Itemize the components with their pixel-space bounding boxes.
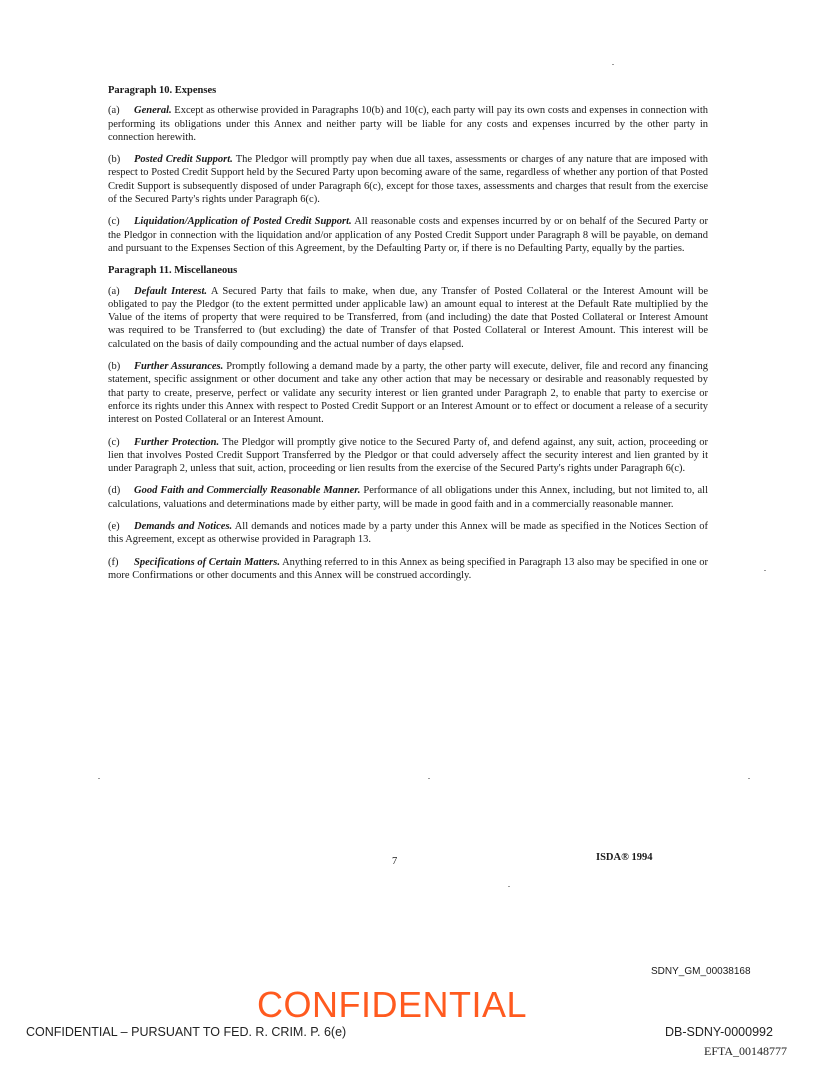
paragraph-11c	[108, 436, 708, 476]
paragraph-text: The Pledgor will promptly give notice to the Secured Party of, and defend against, any suit, action, proceeding or lien that involves Posted Credit Support Transferred by the Pledgor or that could adversely affect the security interest and lien granted by it under Paragraph 2, unless that suit, action, proceeding or lien results from the exercise of the Secured Party's rights under Paragraph 6(c).	[108, 436, 709, 475]
paragraph-letter: (a)	[108, 105, 120, 117]
paragraph-text: All demands and notices made by a party under this Annex will be made as specified in the Notices Section of this Agreement, except as otherwise provided in Paragraph 13.	[108, 521, 709, 546]
paragraph-title: Good Faith and Commercially Reasonable Manner.	[134, 485, 361, 497]
paragraph-text: Performance of all obligations under this Annex, including, but not limited to, all calculations, valuations and determinations made by either party, will be made in good faith and in a commercially reasonable manner.	[108, 485, 708, 510]
paragraph-text: A Secured Party that fails to make, when due, any Transfer of Posted Collateral or the Interest Amount will be obligated to pay the Pledgor (to the extent permitted under applicable law) an amount equal to interest at the Default Rate multiplied by the Value of the items of property that were required to be Transferred, from (and including) the date that Posted Collateral or Interest Amount was required to be Transferred to (but excluding) the date of Transfer of that Posted Collateral or Interest Amount. This interest will be calculated on the basis of daily compounding and the actual number of days elapsed.	[108, 285, 709, 350]
paragraph-11d	[108, 484, 708, 511]
scan-speck	[98, 778, 100, 779]
document-body	[108, 84, 708, 591]
scan-speck	[748, 778, 750, 779]
paragraph-11b	[108, 360, 708, 426]
paragraph-11e	[108, 520, 708, 547]
paragraph-10b	[108, 153, 708, 206]
scan-speck	[508, 886, 510, 887]
scan-speck	[428, 778, 430, 779]
efta-number: EFTA_00148777	[704, 1044, 788, 1058]
confidential-stamp: CONFIDENTIAL	[257, 984, 528, 1025]
section-heading-expenses: Paragraph 10. Expenses	[108, 85, 217, 96]
scan-speck	[612, 64, 614, 65]
scan-speck	[764, 570, 766, 571]
paragraph-title: Specifications of Certain Matters.	[134, 556, 280, 568]
isda-mark: ISDA® 1994	[596, 852, 653, 863]
confidential-notice: CONFIDENTIAL – PURSUANT TO FED. R. CRIM. P. 6(e)	[26, 1025, 347, 1039]
paragraph-letter: (e)	[108, 521, 120, 533]
paragraph-title: Further Assurances.	[134, 361, 224, 373]
paragraph-letter: (b)	[108, 154, 121, 166]
paragraph-11a	[108, 285, 708, 351]
paragraph-text: Except as otherwise provided in Paragraphs 10(b) and 10(c), each party will pay its own costs and expenses in connection with performing its obligations under this Annex and neither party will be liable for any costs and expenses incurred by the other party in connection herewith.	[108, 105, 709, 143]
paragraph-letter: (f)	[108, 556, 119, 568]
paragraph-letter: (c)	[108, 436, 120, 448]
paragraph-text: The Pledgor will promptly pay when due all taxes, assessments or charges of any nature that are imposed with respect to Posted Credit Support held by the Secured Party upon becoming aware of the same, regardless of whether any portion of that Posted Credit Support is subsequently disposed of under Paragraph 6(c), except for those taxes, assessments and charges that result from the exercise of the Secured Party's rights under Paragraph 6(c).	[108, 154, 708, 206]
paragraph-letter: (c)	[108, 216, 120, 228]
paragraph-11f	[108, 556, 708, 583]
paragraph-title: General.	[134, 105, 172, 117]
bates-number-top: SDNY_GM_00038168	[651, 966, 751, 977]
paragraph-title: Liquidation/Application of Posted Credit Support.	[134, 216, 352, 228]
paragraph-text: Anything referred to in this Annex as being specified in Paragraph 13 also may be specified in one or more Confirmations or other documents and this Annex will be construed accordingly.	[108, 556, 708, 581]
paragraph-title: Default Interest.	[134, 285, 208, 297]
page-number: 7	[392, 856, 398, 867]
paragraph-10c	[108, 215, 708, 255]
paragraph-text: All reasonable costs and expenses incurred by or on behalf of the Secured Party or the Pledgor in connection with the liquidation and/or application of any Posted Credit Support under Paragraph 8 will be payable, on demand and pursuant to the Expenses Section of this Agreement, by the Defaulting Party or, if there is no Defaulting Party, equally by the parties.	[108, 216, 708, 254]
section-heading-miscellaneous: Paragraph 11. Miscellaneous	[108, 265, 238, 277]
paragraph-title: Further Protection.	[134, 436, 220, 448]
paragraph-title: Demands and Notices.	[134, 521, 233, 533]
paragraph-10a	[108, 104, 708, 144]
bates-number-bottom: DB-SDNY-0000992	[665, 1025, 773, 1039]
paragraph-letter: (a)	[108, 285, 120, 297]
paragraph-text: Promptly following a demand made by a party, the other party will execute, deliver, file and record any financing statement, specific assignment or other document and take any other action that may be necessary or desirable and reasonably requested by that party to create, preserve, perfect or validate any security interest or lien granted under Paragraph 2, to enable that party to exercise or enforce its rights under this Annex with respect to Posted Credit Support or an Interest Amount or to effect or document a release of a security interest on Posted Collateral or an Interest Amount.	[108, 361, 708, 426]
paragraph-letter: (b)	[108, 361, 121, 373]
paragraph-title: Posted Credit Support.	[134, 154, 233, 166]
paragraph-letter: (d)	[108, 485, 121, 497]
